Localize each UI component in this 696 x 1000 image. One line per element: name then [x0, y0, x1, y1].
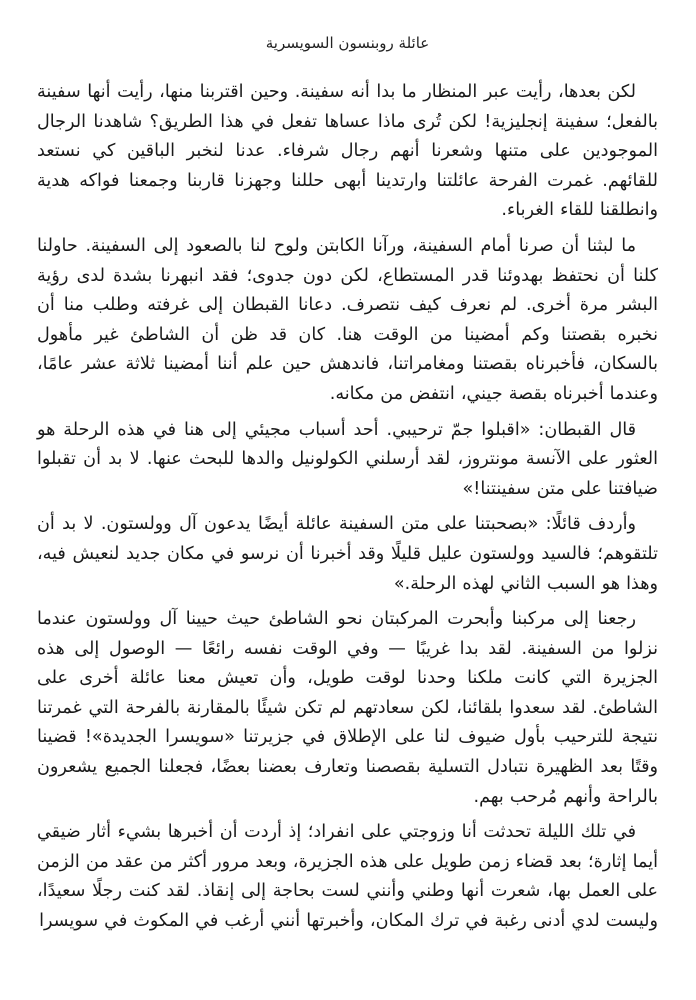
paragraph: ما لبثنا أن صرنا أمام السفينة، ورآنا الكابتن ولوح لنا بالصعود إلى السفينة. حاولنا كلنا أن نحتفظ بهدوئنا قدر المستطاع، لكن دون جدوى؛ فقد انبهرنا بشدة لدى رؤية البشر مرة أخرى. لم نعرف كيف نتصرف. دعانا القبطان إلى غرفته وطلب منا أن نخبره بقصتنا وكم أمضينا من الوقت هنا. كان قد ظن أن الشاطئ غير مأهول بالسكان، فأخبرناه بقصتنا ومغامراتنا، فاندهش حين علم أننا أمضينا ثلاثة عشر عامًا، وعندما أخبرناه بقصة جيني، انتفض من مكانه.	[37, 235, 658, 404]
paragraph: في تلك الليلة تحدثت أنا وزوجتي على انفراد؛ إذ أردت أن أخبرها بشيء أثار ضيقي أيما إثارة؛ بعد قضاء زمن طويل على هذه الجزيرة، وبعد مرور أكثر من عقد من الزمن على العمل بها، شعرت أنها وطني وأنني لست بحاجة إلى إنقاذ. لقد كنت رجلًا سعيدًا، وليست لدي أدنى رغبة في ترك المكان، وأخبرتها أنني أرغب في المكوث في سويسرا	[37, 822, 658, 932]
paragraph: وأردف قائلًا: «بصحبتنا على متن السفينة عائلة أيضًا يدعون آل وولستون. لا بد أن تلتقوهم؛ فالسيد وولستون عليل قليلًا وقد أخبرنا أن نرسو في مكان جديد لنعيش فيه، وهذا هو السبب الثاني لهذه الرحلة.»	[37, 514, 658, 594]
paragraph: قال القبطان: «اقبلوا جمّ ترحيبي. أحد أسباب مجيئي إلى هنا في هذه الرحلة هو العثور على الآنسة مونتروز، لقد أرسلني الكولونيل والدها للبحث عنها. لا بد أن تقبلوا ضيافتنا على متن سفينتنا!»	[37, 419, 658, 499]
paragraph: لكن بعدها، رأيت عبر المنظار ما بدا أنه سفينة. وحين اقتربنا منها، رأيت أنها سفينة بالفعل؛ سفينة إنجليزية! لكن تُرى ماذا عساها تفعل في هذا الطريق؟ شاهدنا الرجال الموجودين على متنها وشعرنا أنهم رجال شرفاء. عدنا لنخبر الباقين كي نستعد للقائهم. غمرت الفرحة عائلتنا وارتدينا أبهى حللنا وجهزنا قاربنا وجمعنا فواكه هدية وانطلقنا للقاء الغرباء.	[37, 82, 658, 221]
paragraph: رجعنا إلى مركبنا وأبحرت المركبتان نحو الشاطئ حيث حيينا آل وولستون عندما نزلوا من السفينة. لقد بدا غريبًا — وفي الوقت نفسه رائعًا — الوصول إلى هذه الجزيرة التي كانت ملكنا وحدنا لوقت طويل، وأن تعيش معنا عائلة أخرى على الشاطئ. لقد سعدوا بلقائنا، لكن سعادتهم لم تكن شيئًا بالمقارنة بالفرحة التي غمرتنا نتيجة للترحيب بأول ضيوف لنا على الإطلاق في جزيرتنا «سويسرا الجديدة»! قضينا وقتًا بعد الظهيرة نتبادل التسلية بقصصنا وتعارف بعضنا بعضًا، فجعلنا الجميع يشعرون بالراحة وأنهم مُرحب بهم.	[37, 609, 658, 807]
running-head: عائلة روبنسون السويسرية	[265, 34, 430, 52]
